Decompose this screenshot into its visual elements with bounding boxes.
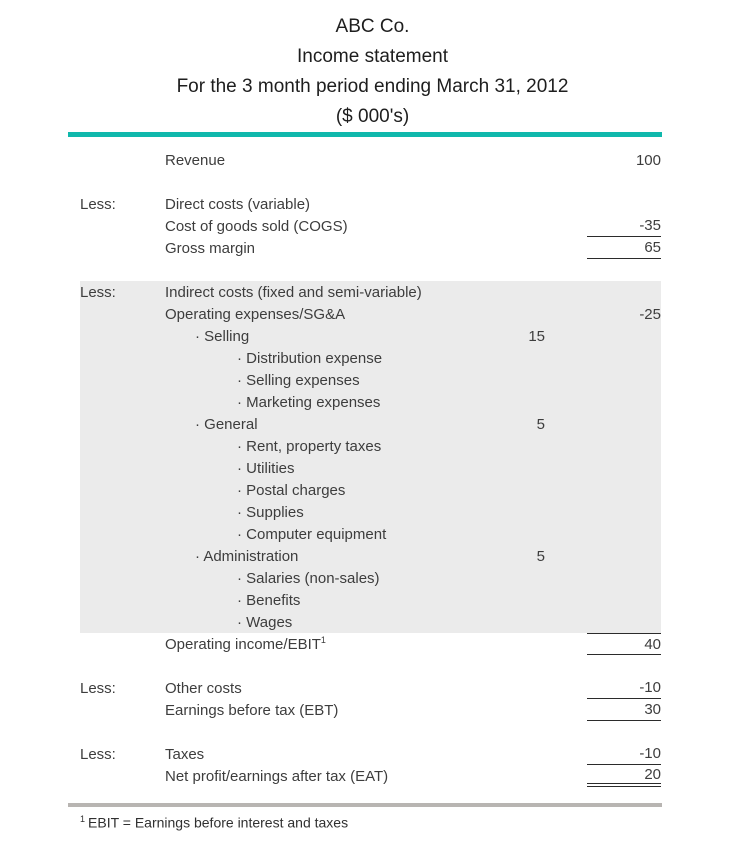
statement-row	[80, 193, 661, 215]
row-amount	[587, 369, 661, 391]
row-amount	[587, 457, 661, 479]
spacer-row	[80, 259, 661, 281]
row-label: Cost of goods sold (COGS)	[165, 217, 348, 235]
row-amount	[587, 589, 661, 611]
statement-row	[80, 347, 661, 369]
row-amount: 65	[587, 237, 661, 259]
row-amount	[587, 413, 661, 435]
title-statement: Income statement	[296, 46, 449, 67]
row-amount: -35	[587, 215, 661, 237]
row-amount: -10	[587, 743, 661, 765]
statement-row	[80, 391, 661, 413]
row-amount: -25	[639, 305, 661, 323]
row-label: Indirect costs (fixed and semi-variable)	[165, 283, 422, 301]
row-label: · Utilities	[237, 459, 295, 477]
statement-row	[80, 677, 661, 699]
row-label: · Benefits	[237, 591, 301, 609]
row-prefix: Less:	[80, 679, 116, 697]
row-amount	[587, 501, 661, 523]
row-amount	[587, 325, 661, 347]
footnote	[80, 814, 745, 831]
row-amount: 20	[587, 765, 661, 787]
row-label: Direct costs (variable)	[165, 195, 311, 213]
bottom-divider-bar	[68, 803, 662, 807]
title-units: ($ 000's)	[335, 106, 410, 127]
statement-row	[80, 237, 661, 259]
row-label: · Postal charges	[237, 481, 346, 499]
statement-row	[80, 369, 661, 391]
footnote-marker: 1	[80, 814, 86, 824]
row-subtotal: 5	[536, 547, 545, 565]
row-label: · Marketing expenses	[237, 393, 381, 411]
spacer-row	[80, 655, 661, 677]
row-subtotal: 5	[536, 415, 545, 433]
statement-row	[80, 149, 661, 171]
row-label: · Selling expenses	[237, 371, 360, 389]
row-amount	[587, 479, 661, 501]
row-prefix: Less:	[80, 745, 116, 763]
row-label: Revenue	[165, 151, 226, 169]
row-label: · Supplies	[237, 503, 304, 521]
row-amount	[587, 545, 661, 567]
statement-row	[80, 523, 661, 545]
statement-header	[0, 0, 745, 132]
row-label: · Salaries (non-sales)	[237, 569, 380, 587]
row-label: Operating income/EBIT$^1$	[165, 634, 326, 653]
title-period: For the 3 month period ending March 31, 2012	[176, 76, 569, 97]
row-label: · Distribution expense	[237, 349, 383, 367]
statement-row	[80, 303, 661, 325]
row-amount	[587, 391, 661, 413]
row-label: Operating expenses/SG&A	[165, 305, 346, 323]
row-amount: 100	[635, 151, 661, 169]
top-divider-bar	[68, 132, 662, 137]
row-amount	[587, 347, 661, 369]
row-amount: 40	[587, 633, 661, 655]
row-amount	[587, 435, 661, 457]
statement-row	[80, 611, 661, 633]
row-label: Taxes	[165, 745, 205, 763]
row-label: Earnings before tax (EBT)	[165, 701, 339, 719]
title-company: ABC Co.	[335, 16, 410, 37]
row-amount	[587, 281, 661, 303]
statement-row	[80, 567, 661, 589]
statement-row	[80, 589, 661, 611]
statement-row	[80, 435, 661, 457]
statement-row	[80, 325, 661, 347]
row-prefix: Less:	[80, 283, 116, 301]
row-label: Gross margin	[165, 239, 256, 257]
statement-row	[80, 457, 661, 479]
statement-row	[80, 413, 661, 435]
statement-row	[80, 633, 661, 655]
spacer-row	[80, 171, 661, 193]
statement-row	[80, 743, 661, 765]
row-prefix: Less:	[80, 195, 116, 213]
row-amount	[587, 193, 661, 215]
row-label: · Computer equipment	[237, 525, 387, 543]
statement-row	[80, 215, 661, 237]
row-label: · Administration	[195, 547, 299, 565]
statement-row	[80, 501, 661, 523]
row-label: · Rent, property taxes	[237, 437, 382, 455]
row-amount	[587, 567, 661, 589]
row-amount: 30	[587, 699, 661, 721]
spacer-row	[80, 721, 661, 743]
row-label: Net profit/earnings after tax (EAT)	[165, 767, 389, 785]
row-amount: -10	[587, 677, 661, 699]
row-label: · Selling	[195, 327, 250, 345]
row-amount	[587, 523, 661, 545]
row-label: Other costs	[165, 679, 242, 697]
statement-row	[80, 765, 661, 787]
row-label: · Wages	[237, 613, 293, 631]
statement-row	[80, 479, 661, 501]
statement-row	[80, 699, 661, 721]
statement-row	[80, 545, 661, 567]
footnote-text: EBIT = Earnings before interest and taxes	[88, 814, 349, 831]
statement-table	[80, 149, 661, 787]
row-amount	[587, 611, 661, 633]
statement-row	[80, 281, 661, 303]
row-subtotal: 15	[528, 327, 545, 345]
row-label: · General	[195, 415, 258, 433]
